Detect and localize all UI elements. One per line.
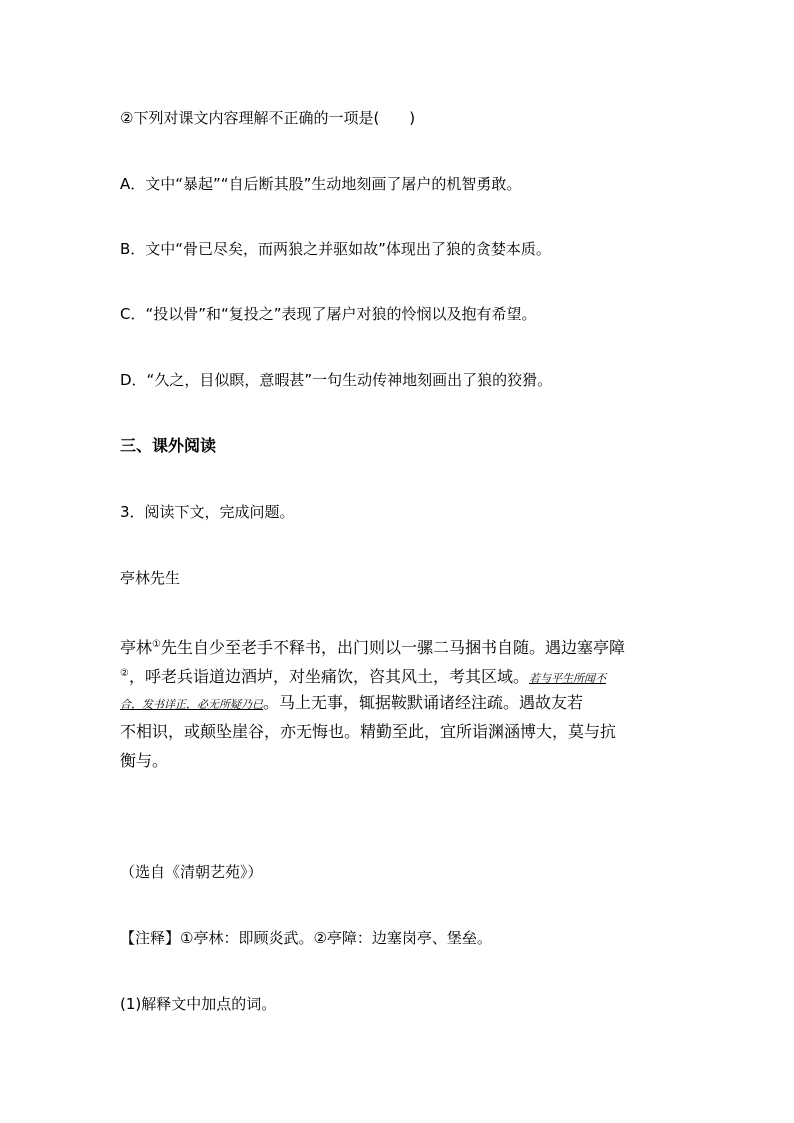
option-b: B．文中“骨已尽矣，而两狼之并驱如故”体现出了狼的贪婪本质。 bbox=[120, 240, 551, 258]
underlined-sentence: 合，发书详正，必无所疑乃已 bbox=[120, 698, 263, 711]
passage-text: 亭林 bbox=[120, 638, 153, 657]
passage bbox=[120, 630, 680, 775]
source-citation: （选自《清朝艺苑》） bbox=[120, 863, 263, 881]
footnote-marker-2: ② bbox=[120, 668, 129, 679]
passage-text: 。马上无事，辄据鞍默诵诸经注疏。遇故友若 bbox=[263, 693, 584, 712]
question-3-prompt: 3．阅读下文，完成问题。 bbox=[120, 503, 295, 521]
passage-text: 先生自少至老手不释书，出门则以一骡二马捆书自随。遇边塞亭障 bbox=[160, 638, 625, 657]
annotations: 【注释】①亭林：即顾炎武。②亭障：边塞岗亭、堡垒。 bbox=[120, 929, 492, 947]
option-c: C．“投以骨”和“复投之”表现了屠户对狼的怜悯以及抱有希望。 bbox=[120, 305, 537, 323]
option-d: D．“久之，目似瞑，意暇甚”一句生动传神地刻画出了狼的狡猾。 bbox=[120, 371, 553, 389]
passage-line-1 bbox=[120, 630, 680, 659]
passage-text: ，呼老兵诣道边酒垆，对坐痛饮，咨其风土，考其区域。 bbox=[128, 667, 529, 686]
passage-line-2 bbox=[120, 659, 680, 688]
sub-question-1: (1)解释文中加点的词。 bbox=[120, 995, 277, 1013]
passage-line-4: 不相识，或颠坠崖谷，亦无悔也。精勤至此，宜所诣渊涵博大，莫与抗 bbox=[120, 722, 617, 741]
footnote-marker-1: ① bbox=[152, 639, 161, 650]
option-a: A．文中“暴起”“自后断其股”生动地刻画了屠户的机智勇敢。 bbox=[120, 175, 522, 193]
question-2-stem: ②下列对课文内容理解不正确的一项是( ) bbox=[120, 109, 416, 127]
passage-title: 亭林先生 bbox=[120, 569, 181, 587]
passage-line-5: 衡与。 bbox=[120, 751, 169, 770]
underlined-sentence: 若与平生所闻不 bbox=[528, 672, 606, 685]
section-heading: 三、课外阅读 bbox=[120, 436, 217, 455]
passage-line-3 bbox=[120, 688, 680, 717]
